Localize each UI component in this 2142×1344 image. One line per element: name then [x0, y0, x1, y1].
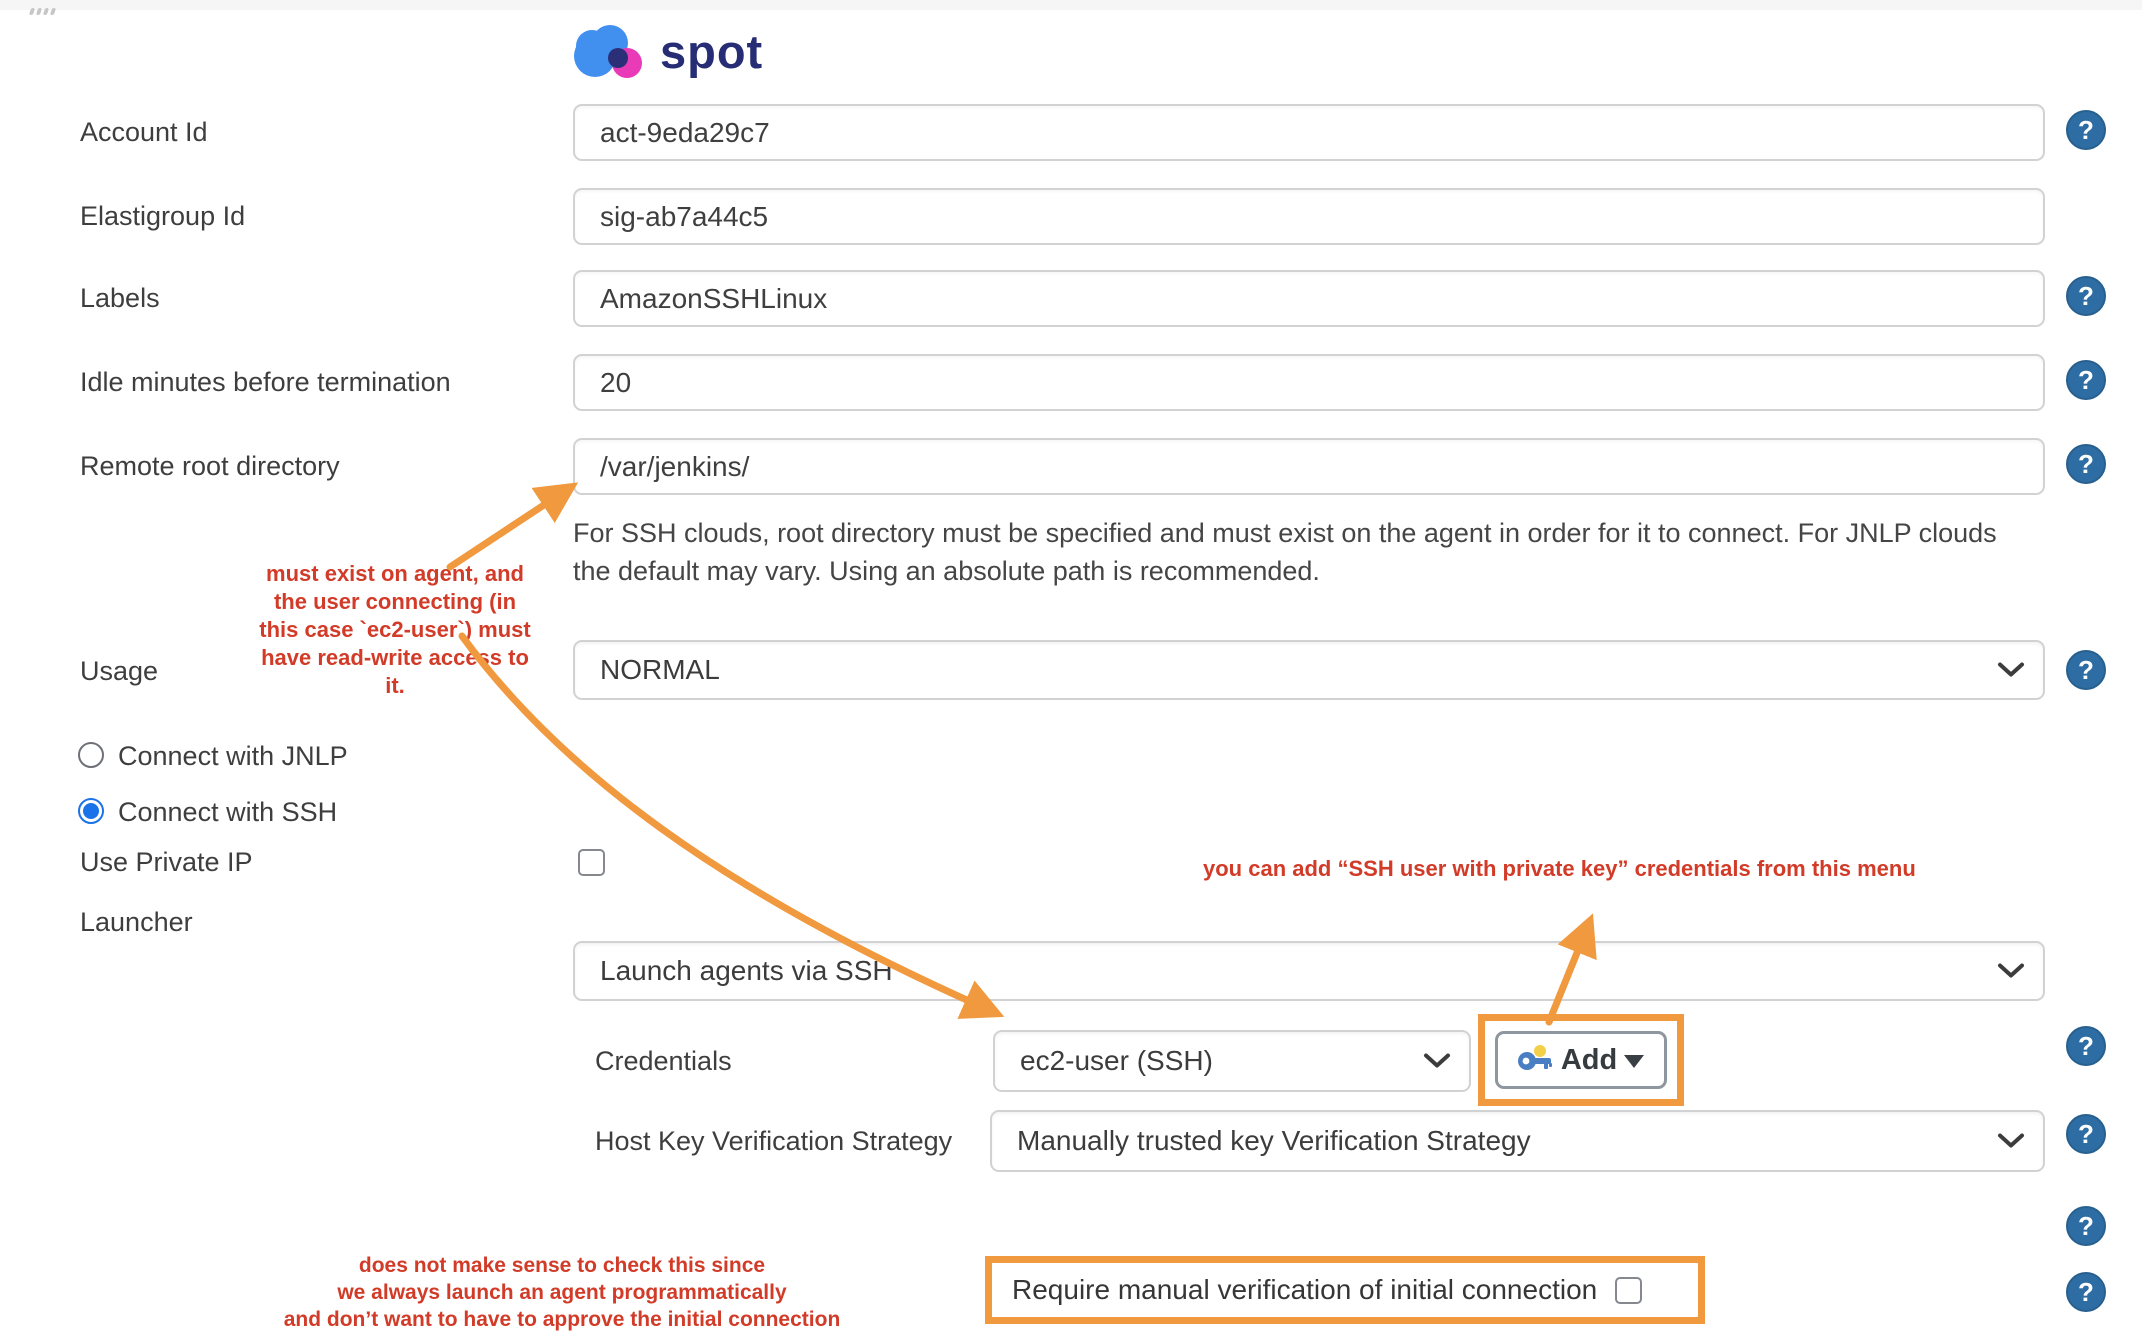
add-button-highlight [1478, 1014, 1684, 1106]
help-icon-credentials[interactable]: ? [2066, 1026, 2106, 1066]
help-icon-require-manual[interactable]: ? [2066, 1272, 2106, 1312]
annotation-remote-root-note: must exist on agent, and the user connecting (in this case `ec2-user`) must have read-write access to it. [259, 561, 531, 698]
usage-select[interactable] [573, 640, 2045, 700]
arrow-to-remote-root [450, 497, 556, 567]
launcher-select[interactable] [573, 941, 2045, 1001]
labels-label: Labels [80, 283, 160, 313]
credentials-label: Credentials [595, 1045, 732, 1076]
launcher-select-value: Launch agents via SSH [600, 955, 893, 986]
account-id-label: Account Id [80, 117, 208, 147]
chevron-down-icon [1997, 662, 2025, 679]
remote-root-label: Remote root directory [80, 451, 340, 481]
chevron-down-icon [1997, 963, 2025, 980]
radio-connect-jnlp[interactable] [78, 742, 104, 768]
usage-select-value: NORMAL [600, 654, 720, 685]
remote-root-input[interactable] [573, 438, 2045, 495]
chevron-down-icon [1997, 1133, 2025, 1150]
remote-root-help-text: For SSH clouds, root directory must be specified and must exist on the agent in order for it to connect. For JNLP clouds the default may vary. Using an absolute path is recommended. [573, 518, 1997, 586]
credentials-select[interactable] [993, 1030, 1471, 1092]
add-credentials-button[interactable] [1495, 1031, 1667, 1089]
help-icon-account-id[interactable]: ? [2066, 110, 2106, 150]
host-key-strategy-label: Host Key Verification Strategy [595, 1125, 953, 1156]
elastigroup-id-input[interactable] [573, 188, 2045, 245]
help-icon-remote-root[interactable]: ? [2066, 444, 2106, 484]
annotation-credentials-note: you can add “SSH user with private key” credentials from this menu [1203, 856, 1916, 881]
radio-connect-jnlp-label: Connect with JNLP [118, 741, 348, 771]
spot-logo [570, 16, 763, 82]
top-divider [0, 0, 2142, 10]
idle-minutes-label: Idle minutes before termination [80, 367, 451, 397]
annotation-require-note: does not make sense to check this since we always launch an agent programmatically and don’t want to have to approve the initial connection [283, 1254, 841, 1331]
idle-minutes-input[interactable] [573, 354, 2045, 411]
require-manual-verification-highlight [985, 1256, 1705, 1324]
chevron-down-icon [1423, 1053, 1451, 1070]
help-icon-verification-strategies[interactable]: ? [2066, 1206, 2106, 1246]
account-id-input[interactable] [573, 104, 2045, 161]
host-key-strategy-select[interactable] [990, 1110, 2045, 1172]
radio-connect-ssh[interactable] [78, 798, 104, 824]
help-icon-host-key[interactable]: ? [2066, 1114, 2106, 1154]
radio-connect-ssh-label: Connect with SSH [118, 797, 338, 827]
key-icon [1518, 1044, 1554, 1076]
add-button-label: Add [1560, 1043, 1618, 1076]
use-private-ip-label: Use Private IP [80, 846, 253, 877]
require-manual-verification-label: Require manual verification of initial connection [1012, 1274, 1598, 1305]
launcher-label: Launcher [80, 906, 193, 937]
use-private-ip-checkbox[interactable] [578, 849, 605, 876]
drag-handle[interactable] [30, 8, 55, 15]
usage-label: Usage [80, 655, 159, 686]
require-manual-verification-checkbox[interactable] [1615, 1277, 1642, 1304]
caret-down-icon [1624, 1055, 1644, 1068]
spot-logo-icon [570, 16, 648, 82]
help-icon-idle-minutes[interactable]: ? [2066, 360, 2106, 400]
help-icon-usage[interactable]: ? [2066, 650, 2106, 690]
labels-input[interactable] [573, 270, 2045, 327]
spot-logo-text: spot [660, 24, 764, 78]
host-key-strategy-value: Manually trusted key Verification Strategy [1017, 1125, 1531, 1156]
help-icon-labels[interactable]: ? [2066, 276, 2106, 316]
elastigroup-id-label: Elastigroup Id [80, 201, 246, 231]
credentials-select-value: ec2-user (SSH) [1020, 1045, 1213, 1076]
